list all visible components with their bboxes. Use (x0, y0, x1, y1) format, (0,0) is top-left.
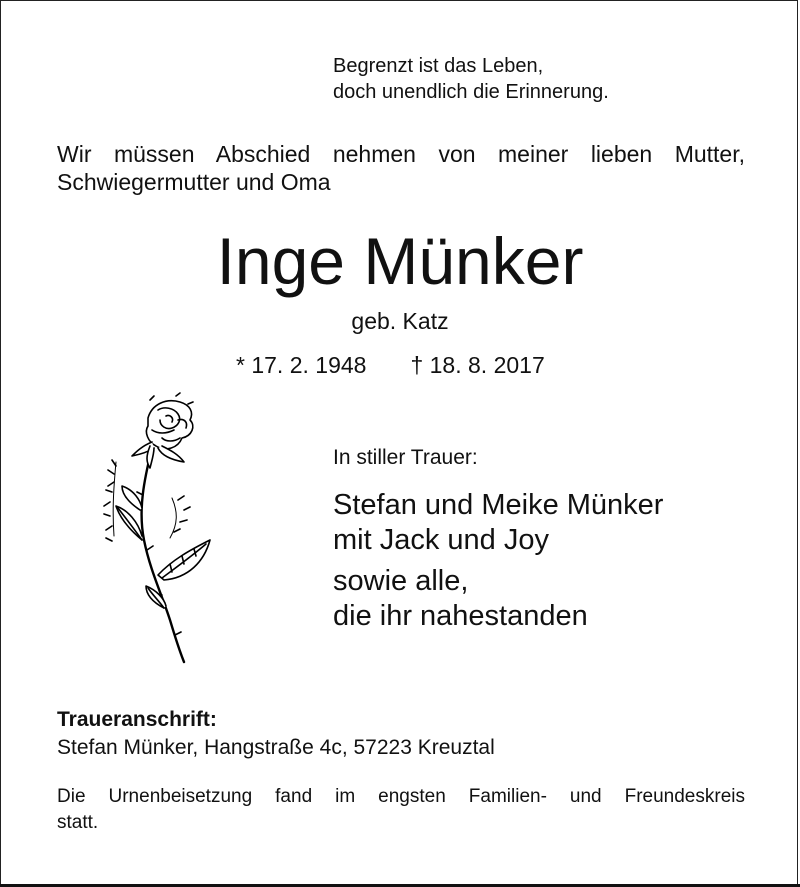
burial-note-line-2: statt. (57, 812, 99, 833)
birth-name: geb. Katz (351, 308, 449, 334)
address-text: Stefan Münker, Hangstraße 4c, 57223 Kreuztal (57, 736, 495, 759)
intro-line-1: Wir müssen Abschied nehmen von meiner lieben Mutter, (57, 141, 745, 167)
motto-line-2: doch unendlich die Erinnerung. (333, 81, 609, 103)
burial-note (57, 784, 745, 836)
mourners-line-3: sowie alle, (333, 565, 469, 597)
mourners (333, 488, 663, 634)
mourners-line-2: mit Jack und Joy (333, 524, 549, 556)
birth-date: * 17. 2. 1948 (236, 352, 367, 378)
motto-line-1: Begrenzt ist das Leben, (333, 55, 544, 77)
burial-note-line-1: Die Urnenbeisetzung fand im engsten Familien- und Freundeskreis (57, 786, 745, 807)
mourning-label: In stiller Trauer: (333, 446, 478, 469)
death-date: † 18. 8. 2017 (410, 352, 545, 378)
mourners-line-4: die ihr nahestanden (333, 600, 588, 632)
address-label: Traueranschrift: (57, 708, 217, 731)
rose-icon (92, 390, 222, 665)
motto (333, 53, 609, 105)
intro-line-2: Schwiegermutter und Oma (57, 169, 331, 195)
deceased-name: Inge Münker (216, 224, 584, 298)
intro-text (57, 140, 745, 196)
life-dates (236, 350, 545, 380)
mourners-line-1: Stefan und Meike Münker (333, 489, 664, 521)
